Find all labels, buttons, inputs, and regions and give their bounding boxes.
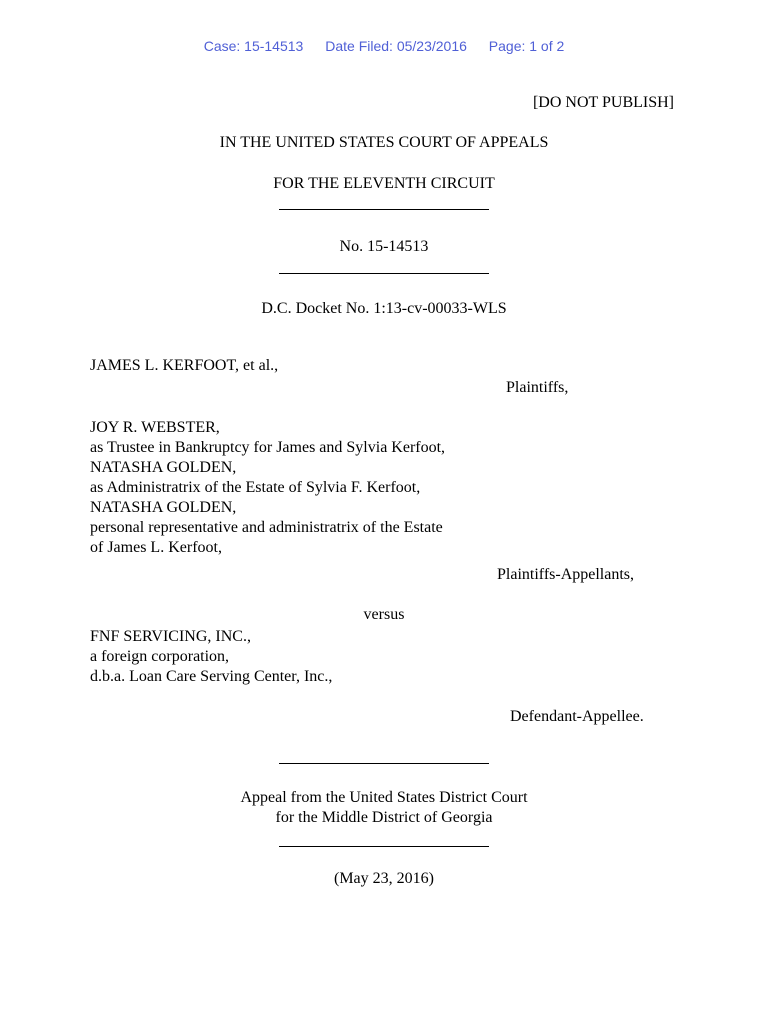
defendant-role: Defendant-Appellee. xyxy=(510,708,644,725)
appellant-role: Plaintiffs-Appellants, xyxy=(497,566,635,583)
defendant-line: FNF SERVICING, INC., xyxy=(90,628,251,645)
plaintiff-name: JAMES L. KERFOOT, et al., xyxy=(90,357,279,374)
appellants-block xyxy=(90,418,445,558)
defendant-line: a foreign corporation, xyxy=(90,648,230,665)
filing-case-number: Case: 15-14513 xyxy=(203,38,304,54)
appeal-from: Appeal from the United States District Court xyxy=(240,789,528,806)
filing-page-count: Page: 1 of 2 xyxy=(488,38,565,54)
appellant-line: as Trustee in Bankruptcy for James and Sylvia Kerfoot, xyxy=(90,439,446,456)
filing-header xyxy=(0,37,768,55)
divider xyxy=(279,846,489,847)
case-number: No. 15-14513 xyxy=(339,238,429,255)
publication-status: [DO NOT PUBLISH] xyxy=(532,94,674,111)
appeal-district: for the Middle District of Georgia xyxy=(275,809,493,826)
appellant-line: JOY R. WEBSTER, xyxy=(90,419,220,436)
defendant-line: d.b.a. Loan Care Serving Center, Inc., xyxy=(90,668,333,685)
docket-number: D.C. Docket No. 1:13-cv-00033-WLS xyxy=(261,300,507,317)
decision-date: (May 23, 2016) xyxy=(334,870,434,887)
appellant-line: personal representative and administratrix of the Estate xyxy=(90,519,443,536)
divider xyxy=(279,763,489,764)
divider xyxy=(279,273,489,274)
court-name: IN THE UNITED STATES COURT OF APPEALS xyxy=(219,134,549,151)
versus-label: versus xyxy=(363,606,405,623)
appellant-line: NATASHA GOLDEN, xyxy=(90,499,237,516)
filing-date: Date Filed: 05/23/2016 xyxy=(325,38,467,54)
appellant-line: of James L. Kerfoot, xyxy=(90,539,222,556)
appellant-line: as Administratrix of the Estate of Sylvia F. Kerfoot, xyxy=(90,479,421,496)
circuit-name: FOR THE ELEVENTH CIRCUIT xyxy=(273,175,495,192)
plaintiff-role: Plaintiffs, xyxy=(506,379,569,396)
divider xyxy=(279,209,489,210)
defendant-block xyxy=(90,627,332,687)
appellant-line: NATASHA GOLDEN, xyxy=(90,459,237,476)
